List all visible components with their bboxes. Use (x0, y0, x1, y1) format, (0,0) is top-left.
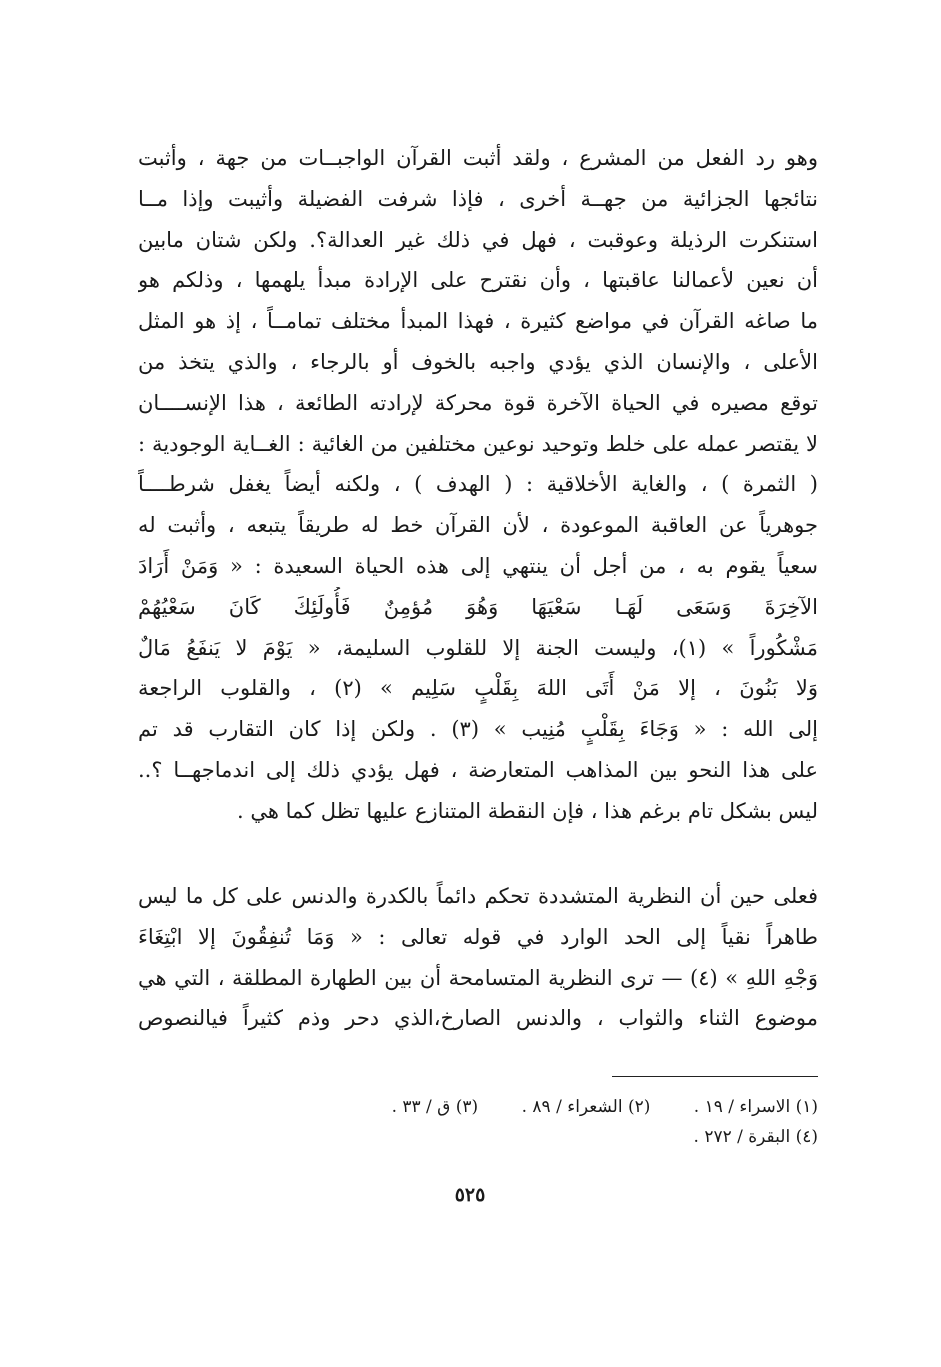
page-number: ٥٢٥ (454, 1184, 486, 1206)
text-line: سعياً يقوم به ، من أجل أن ينتهي إلى هذه الحياة السعيدة : « وَمَنْ أَرَادَ (138, 553, 818, 578)
footnote-divider (612, 1076, 818, 1077)
text-line: أن نعين لأعمالنا عاقبتها ، وأن نقترح على الإرادة مبدأ يلهمها ، وذلكم هو (138, 268, 818, 293)
text-line: ليس بشكل تام برغم هذا ، فإن النقطة المتنازع عليها تظل كما هي . (236, 798, 818, 823)
paragraph-1 (138, 138, 818, 832)
text-line: جوهرياً عن العاقبة الموعودة ، لأن القرآن خط له طريقاً يتبعه ، وأثبت له (138, 513, 818, 538)
text-line: الأعلى ، والإنسان الذي يؤدي واجبه بالخوف أو بالرجاء ، والذي يتخذ من (138, 349, 818, 374)
text-line: طاهراً نقياً إلى الحد الوارد في قوله تعالى : « وَمَا تُنفِقُونَ إلا ابْتِغَاءَ (138, 924, 818, 949)
paragraph-2 (138, 876, 818, 1039)
footnote-4: (٤) البقرة / ٢٧٢ . (693, 1127, 818, 1147)
text-line: نتائجها الجزائية من جهــة أخرى ، فإذا شرفت الفضيلة وأثيبت وإذا مــا (138, 186, 818, 211)
footnote-1: (١) الاسراء / ١٩ . (693, 1097, 818, 1117)
text-line: إلى الله : « وَجَاءَ بِقَلْبٍ مُنِيب » (٣) . ولكن إذا كان التقارب قد تم (138, 717, 818, 742)
text-line: توقع مصيره في الحياة الآخرة قوة محركة لإرادته الطائعة ، هذا الإنســــان (138, 390, 818, 415)
footnote-3: (٣) ق / ٣٣ . (391, 1097, 479, 1117)
text-line: وهو رد الفعل من المشرع ، ولقد أثبت القرآن الواجبــات من جهة ، وأثبت (138, 146, 818, 170)
footnote-row (220, 1122, 818, 1152)
text-line: ما صاغه القرآن في مواضع كثيرة ، فهذا المبدأ مختلف تمامــاً ، إذ هو المثل (138, 309, 818, 334)
footnote-row (220, 1092, 818, 1122)
text-line: استنكرت الرذيلة وعوقبت ، فهل في ذلك غير العدالة؟. ولكن شتان مابين (138, 227, 818, 252)
text-line: على هذا النحو بين المذاهب المتعارضة ، فهل يؤدي ذلك إلى اندماجهــا ؟.. (138, 757, 818, 782)
quran-verse-line: الآخِرَةَ وَسَعَى لَهَـا سَعْيَهَا وَهُوَ مُؤمِنٌ فَأُولَئِكَ كَانَ سَعْيُهُمْ (138, 594, 818, 619)
footnotes (220, 1092, 818, 1152)
text-line: لا يقتصر عمله على خلط وتوحيد نوعين مختلفين من الغائية : الغــاية الوجودية : (138, 431, 818, 456)
text-line: موضوع الثناء والثواب ، والدنس الصارخ،الذي دحر وذم كثيراً فيالنصوص (138, 1006, 818, 1031)
footnote-2: (٢) الشعراء / ٨٩ . (521, 1097, 651, 1117)
text-line: ( الثمرة ) ، والغاية الأخلاقية : ( الهدف ) ، ولكنه أيضاً يغفل شرطــــاً (138, 472, 818, 497)
text-line: مَشْكُوراً » (١)، وليست الجنة إلا للقلوب السليمة، « يَوْمَ لا يَنفَعُ مَالٌ (138, 635, 818, 660)
text-line: وَلا بَنُونَ ، إلا مَنْ أَتَى اللهَ بِقَلْبٍ سَلِيم » (٢) ، والقلوب الراجعة (138, 676, 818, 701)
text-line: فعلى حين أن النظرية المتشددة تحكم دائماً بالكدرة والدنس على كل ما ليس (138, 884, 818, 908)
text-line: وَجْهِ اللهِ » (٤) — ترى النظرية المتسامحة أن بين الطهارة المطلقة ، التي هي (138, 965, 818, 990)
